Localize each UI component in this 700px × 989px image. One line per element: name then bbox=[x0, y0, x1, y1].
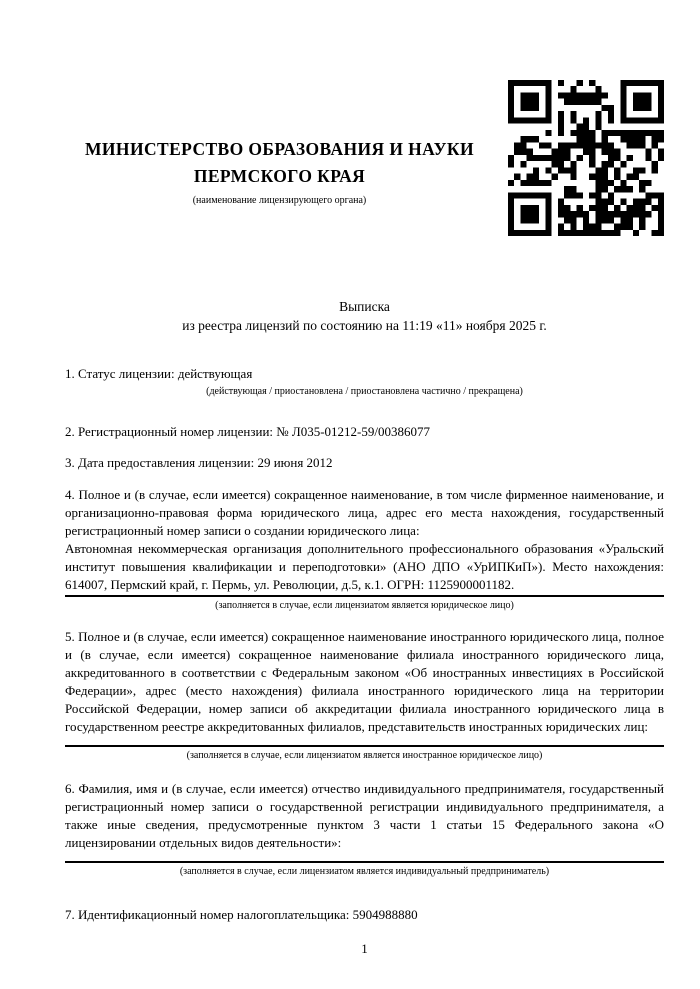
legal-entity-item bbox=[65, 486, 664, 612]
foreign-entity-answer-blank bbox=[65, 736, 664, 747]
ministry-name-line1: МИНИСТЕРСТВО ОБРАЗОВАНИЯ И НАУКИ bbox=[85, 139, 474, 159]
document-title-line1: Выписка bbox=[339, 299, 390, 314]
taxpayer-id-item: 7. Идентификационный номер налогоплательщика: 5904988880 bbox=[65, 907, 418, 922]
entrepreneur-answer-blank bbox=[65, 852, 664, 863]
ministry-name-line2: ПЕРМСКОГО КРАЯ bbox=[193, 166, 366, 186]
entrepreneur-caption: (заполняется в случае, если лицензиатом является индивидуальный предприниматель) bbox=[179, 866, 550, 877]
document-title-line2: из реестра лицензий по состоянию на 11:19 «11» ноября 2025 г. bbox=[182, 318, 547, 333]
license-grant-date-item: 3. Дата предоставления лицензии: 29 июня 2012 bbox=[65, 455, 333, 470]
legal-entity-caption: (заполняется в случае, если лицензиатом является юридическое лицо) bbox=[215, 600, 514, 611]
legal-entity-question: 4. Полное и (в случае, если имеется) сокращенное наименование, в том числе фирменное наименование, и организационно-правовая форма юридического лица, адрес его места нахождения, государственный регистрационный номер записи о создании юридического лица: bbox=[65, 487, 664, 538]
entrepreneur-question: 6. Фамилия, имя и (в случае, если имеется) отчество индивидуального предпринимателя, государственный регистрационный номер записи о государственной регистрации индивидуального предпринимателя, а также иные сведения, предусмотренные пунктом 3 части 1 статьи 15 Федерального закона «О лицензировании отдельных видов деятельности»: bbox=[65, 781, 664, 850]
foreign-entity-question: 5. Полное и (в случае, если имеется) сокращенное наименование иностранного юридического лица, полное и (в случае, если имеется) сокращенное наименование филиала иностранного юридического лица, аккредитованного в соответствии с Федеральным законом «Об иностранных инвестициях в Российской Федерации», адрес (место нахождения) филиала иностранного юридического лица на территории Российской Федерации, номер записи об аккредитации филиала иностранного юридического лица в государственном реестре аккредитованных филиалов, представительств иностранных юридических лиц: bbox=[65, 629, 664, 734]
registration-number-item: 2. Регистрационный номер лицензии: № Л035-01212-59/00386077 bbox=[65, 424, 431, 439]
foreign-entity-item bbox=[65, 628, 664, 762]
license-status-text: 1. Статус лицензии: действующая bbox=[65, 366, 253, 381]
license-status-item bbox=[65, 365, 664, 398]
legal-entity-answer: Автономная некоммерческая организация дополнительного профессионального образования «Уральский институт повышения квалификации и переподготовки» (АНО ДПО «УрИПКиП»). Место нахождения: 614007, Пермский край, г. Пермь, ул. Революции, д.5, к.1. ОГРН: 1125900001182. bbox=[65, 540, 664, 597]
license-status-caption: (действующая / приостановлена / приостановлена частично / прекращена) bbox=[206, 386, 523, 397]
document-title bbox=[65, 297, 664, 335]
qr-code-icon bbox=[508, 80, 664, 236]
issuing-authority-block bbox=[65, 80, 508, 207]
page-number: 1 bbox=[361, 941, 368, 956]
document-header bbox=[65, 80, 664, 236]
ministry-name bbox=[65, 136, 494, 190]
entrepreneur-item bbox=[65, 780, 664, 878]
foreign-entity-caption: (заполняется в случае, если лицензиатом является иностранное юридическое лицо) bbox=[186, 750, 543, 761]
issuing-authority-caption: (наименование лицензирующего органа) bbox=[192, 195, 367, 206]
